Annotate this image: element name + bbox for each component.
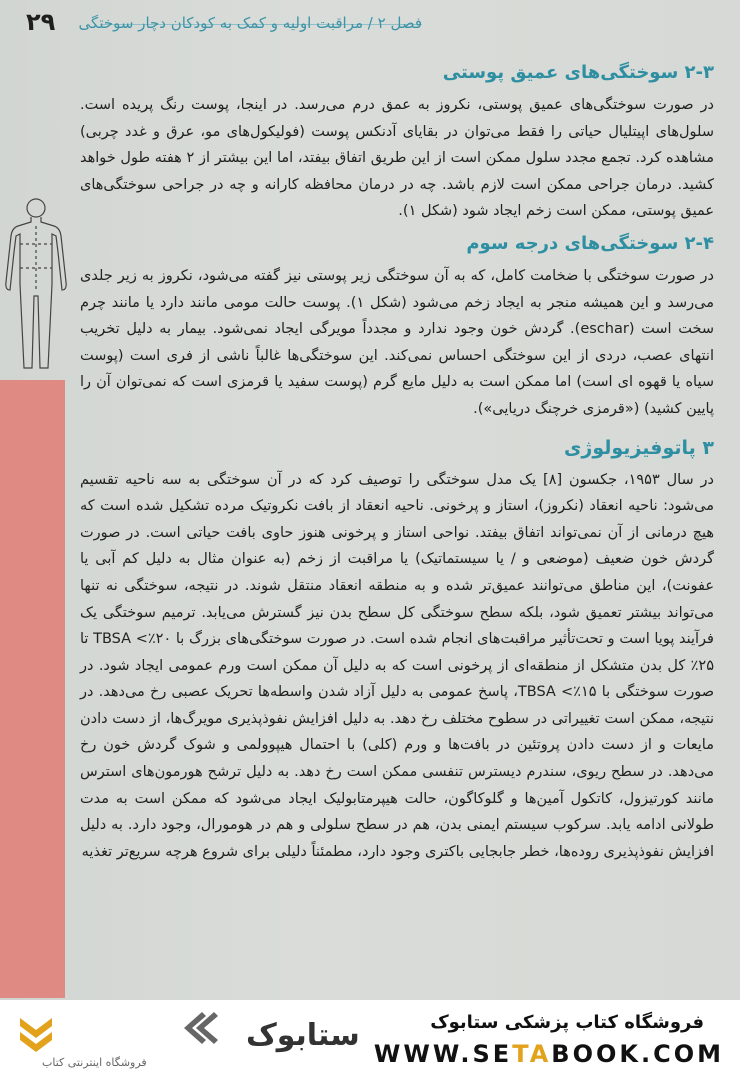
paragraph-pathophysiology: در سال ۱۹۵۳، جکسون [۸] یک مدل سوختگی را توصیف کرد که در آن سوختگی به سه ناحیه تقسیم می‌شود: ناحیه انعقاد (نکروز)، استاز و پرخونی. ناحیه انعقاد از بافت نکروتیک مرده تشکیل شده است که هیچ درمانی از آن نمی‌تواند اتفاق بیفتد. نواحی استاز و پرخونی هنوز حاوی بافت حیاتی است. در صورت گردش خون ضعیف (موضعی و / یا سیستماتیک) یا مراقبت از زخم (به عنوان مثال به دلیل کم آبی یا عفونت)، این مناطق می‌توانند عمیق‌تر شده و به منطقه انعقاد منتقل شوند. در نتیجه، سوختگی نه تنها می‌تواند بیشتر تعمیق شود، بلکه سطح سوختگی کل سطح بدن نیز گسترش می‌یابد. ترمیم سوختگی یک فرآیند پویا است و تحت‌تأثیر مراقبت‌های انجام شده است. در صورت سوختگی‌های بزرگ با ۲۰٪> TBSA تا ۲۵٪ کل بدن متشکل از منطقه‌ای از پرخونی است که به دلیل آن ممکن است ورم عمومی ایجاد شود. در صورت سوختگی با ۱۵٪> TBSA، پاسخ عمومی به دلیل آزاد شدن واسطه‌ها تحریک عصبی رخ می‌دهد. در نتیجه، ممکن است تغییراتی در سطوح مختلف رخ دهد. به دلیل افزایش نفوذپذیری مویرگ‌ها، از دست دادن مایعات و از دست دادن پروتئین در بافت‌ها و ورم (کلی) با احتمال هیپوولمی و شوک گردش خون رخ می‌دهد. در سطح ریوی، سندرم دیسترس تنفسی ممکن است رخ دهد. به دلیل ترشح هورمون‌های استرس مانند کورتیزول، کاتکول آمین‌ها و گلوکاگون، حالت هیپرمتابولیک ایجاد می‌شود که ممکن است به مدت طولانی ادامه یابد. سرکوب سیستم ایمنی بدن، هم در سطح سلولی و هم در هومورال، وجود دارد. به دلیل افزایش نفوذپذیری روده‌ها، خطر جابجایی باکتری وجود دارد، مطمئناً دلیلی برای شروع هرچه سریع‌تر تغذیه	[80, 471, 715, 860]
main-content	[80, 58, 714, 869]
page-number: ۲۹	[26, 8, 56, 36]
paragraph-third-degree: در صورت سوختگی با ضخامت کامل، که به آن سوختگی زیر پوستی نیز گفته می‌شود، نکروز به زیر جلدی می‌رسد و این همیشه منجر به ایجاد زخم می‌شود (شکل ۱). پوست حالت مومی مانند دارد یا مانند چرم سخت است (eschar). گردش خون وجود ندارد و مجدداً مویرگی ایجاد نمی‌شود. بیمار به دلیل تخریب انتهای عصب، دردی از این سوختگی احساس نمی‌کند. این سوختگی‌ها غالباً ناشی از فری است (پوست سیاه یا قهوه ای است) اما ممکن است به دلیل مایع گرم (پوست سفید یا قرمزی است که نمی‌توان آن را پایین کشید) («قرمزی خرچنگ دریایی»).	[80, 267, 715, 417]
chapter-title: فصل ۲ / مراقبت اولیه و کمک به کودکان دچار سوختگی	[78, 14, 422, 32]
section-heading-third-degree: ۲-۴ سوختگی‌های درجه سوم	[466, 232, 714, 254]
paragraph-deep-dermal: در صورت سوختگی‌های عمیق پوستی، نکروز به عمق درم می‌رسد. در اینجا، پوست رنگ پریده است. سلول‌های اپیتلیال حیاتی را فقط می‌توان در بقایای آدنکس پوست (فولیکول‌های مو، عرق و غدد چربی) مشاهده کرد. تجمع مجدد سلول ممکن است از این طریق اتفاق بیفتد، اما این بیشتر از ۲ هفته طول خواهد کشید. درمان جراحی ممکن است لازم باشد. چه در درمان محافظه کارانه و چه در جراحی سوختگی‌های عمیق پوستی، ممکن است زخم ایجاد شود (شکل ۱).	[80, 97, 715, 220]
url-prefix: WWW.SE	[373, 1040, 513, 1068]
page-header	[0, 0, 740, 56]
url-highlight: TA	[512, 1040, 552, 1068]
setabook-logo	[16, 1010, 360, 1074]
sidebar-color-bar	[0, 380, 65, 998]
section-heading-deep-dermal: ۲-۳ سوختگی‌های عمیق پوستی	[442, 62, 714, 83]
logo-subtitle: فروشگاه اینترنتی کتاب	[42, 1056, 147, 1069]
shop-name: فروشگاه کتاب پزشکی ستابوک	[430, 1012, 704, 1033]
setabook-logo-mark-icon	[16, 1010, 226, 1056]
shop-url[interactable]	[374, 1040, 724, 1068]
section-heading-pathophysiology: ۳ پاتوفیزیولوژی	[564, 436, 714, 459]
body-outline-icon	[0, 192, 72, 372]
footer-banner	[0, 1000, 740, 1080]
url-suffix: BOOK.COM	[551, 1040, 724, 1068]
logo-text: ستابوک	[246, 1018, 360, 1053]
